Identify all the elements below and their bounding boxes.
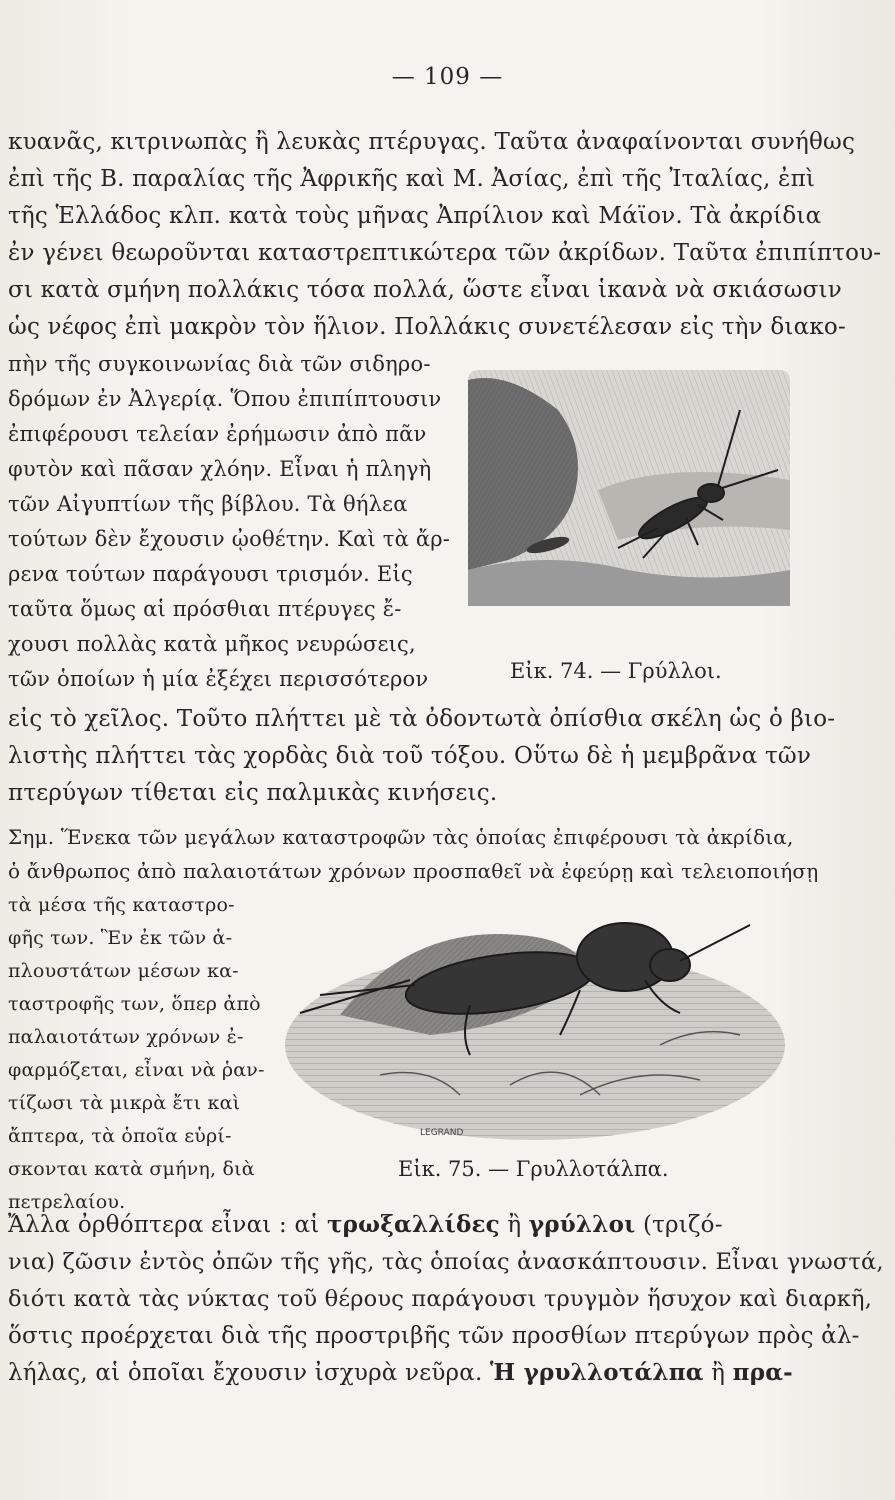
text-span: ἢ bbox=[703, 1360, 733, 1386]
figure-crickets-image bbox=[468, 370, 790, 606]
text-line: τῶν Αἰγυπτίων τῆς βίβλου. Τὰ θήλεα bbox=[8, 492, 408, 516]
text-line: ὅστις προέρχεται διὰ τῆς προστριβῆς τῶν προσθίων πτερύγων πρὸς ἀλ- bbox=[8, 1323, 860, 1349]
text-line: ὡς νέφος ἐπὶ μακρὸν τὸν ἥλιον. Πολλάκις συνετέλεσαν εἰς τὴν διακο- bbox=[8, 314, 846, 340]
text-line: διότι κατὰ τὰς νύκτας τοῦ θέρους παράγουσι τρυγμὸν ἥσυχον καὶ διαρκῆ, bbox=[8, 1286, 873, 1312]
note-line: πετρελαίου. bbox=[8, 1191, 126, 1213]
note-line: ὁ ἄνθρωπος ἀπὸ παλαιοτάτων χρόνων προσπαθεῖ νὰ ἐφεύρῃ καὶ τελειοποιήσῃ bbox=[8, 859, 819, 883]
note-line: ταστροφῆς των, ὅπερ ἀπὸ bbox=[8, 993, 261, 1015]
note-line: τίζωσι τὰ μικρὰ ἔτι καὶ bbox=[8, 1092, 241, 1114]
text-line: τούτων δὲν ἔχουσιν ᾠοθέτην. Καὶ τὰ ἄρ- bbox=[8, 527, 451, 551]
note-line: ἄπτερα, τὰ ὁποῖα εὑρί- bbox=[8, 1125, 232, 1147]
text-line bbox=[8, 1358, 793, 1388]
text-span: λήλας, αἱ ὁποῖαι ἔχουσιν ἰσχυρὰ νεῦρα. bbox=[8, 1360, 490, 1386]
note-line: παλαιοτάτων χρόνων ἐ- bbox=[8, 1026, 244, 1048]
text-line: νια) ζῶσιν ἐντὸς ὀπῶν τῆς γῆς, τὰς ὁποίας ἀνασκάπτουσιν. Εἶναι γνωστά, bbox=[8, 1249, 884, 1275]
note-line: φῆς των. Ἓν ἐκ τῶν ἁ- bbox=[8, 927, 233, 949]
text-line: κυανᾶς, κιτρινωπὰς ἢ λευκὰς πτέρυγας. Ταῦτα ἀναφαίνονται συνήθως bbox=[8, 129, 856, 155]
text-line: ρενα τούτων παράγουσι τρισμόν. Εἰς bbox=[8, 562, 413, 586]
note-line: Σημ. Ἕνεκα τῶν μεγάλων καταστροφῶν τὰς ὁποίας ἐπιφέρουσι τὰ ἀκρίδια, bbox=[8, 825, 794, 849]
text-line: δρόμων ἐν Ἀλγερίᾳ. Ὅπου ἐπιπίπτουσιν bbox=[8, 387, 442, 411]
note-line: φαρμόζεται, εἶναι νὰ ῥαν- bbox=[8, 1059, 265, 1081]
note-line: σκονται κατὰ σμήνη, διὰ bbox=[8, 1158, 255, 1180]
text-line: τῶν ὁποίων ἡ μία ἐξέχει περισσότερον bbox=[8, 667, 429, 691]
text-line: πὴν τῆς συγκοινωνίας διὰ τῶν σιδηρο- bbox=[8, 352, 431, 376]
text-line: ταῦτα ὅμως αἱ πρόσθιαι πτέρυγες ἔ- bbox=[8, 597, 402, 621]
text-span: ἢ bbox=[499, 1212, 529, 1238]
text-line: εἰς τὸ χεῖλος. Τοῦτο πλήττει μὲ τὰ ὀδοντωτὰ ὀπίσθια σκέλη ὡς ὁ βιο- bbox=[8, 706, 836, 732]
text-line: ἐπιφέρουσι τελείαν ἐρήμωσιν ἀπὸ πᾶν bbox=[8, 422, 427, 446]
text-span: (τριζό- bbox=[635, 1212, 723, 1238]
text-line: φυτὸν καὶ πᾶσαν χλόην. Εἶναι ἡ πληγὴ bbox=[8, 457, 432, 481]
text-line: τῆς Ἑλλάδος κλπ. κατὰ τοὺς μῆνας Ἀπρίλιον καὶ Μάϊον. Τὰ ἀκρίδια bbox=[8, 203, 822, 229]
figure-75-caption: Εἰκ. 75. — Γρυλλοτάλπα. bbox=[398, 1157, 669, 1181]
engraving-signature: LEGRAND bbox=[420, 1128, 464, 1138]
note-line: πλουστάτων μέσων κα- bbox=[8, 960, 239, 982]
text-line: ἐπὶ τῆς Β. παραλίας τῆς Ἀφρικῆς καὶ Μ. Ἀσίας, ἐπὶ τῆς Ἰταλίας, ἐπὶ bbox=[8, 166, 816, 192]
text-span: Ἄλλα ὀρθόπτερα εἶναι : αἱ bbox=[8, 1212, 327, 1238]
page-number: — 109 — bbox=[391, 64, 504, 90]
term-bold: Ἡ γρυλλοτάλπα bbox=[490, 1359, 704, 1386]
text-line bbox=[8, 1210, 723, 1240]
figure-mole-cricket-image bbox=[280, 895, 790, 1150]
text-line: λιστὴς πλήττει τὰς χορδὰς διὰ τοῦ τόξου. Οὕτω δὲ ἡ μεμβρᾶνα τῶν bbox=[8, 743, 812, 769]
note-line: τὰ μέσα τῆς καταστρο- bbox=[8, 894, 235, 916]
term-bold: τρωξαλλίδες bbox=[326, 1211, 500, 1238]
text-line: χουσι πολλὰς κατὰ μῆκος νευρώσεις, bbox=[8, 632, 416, 656]
term-bold: γρύλλοι bbox=[528, 1211, 636, 1238]
term-bold: πρα- bbox=[732, 1359, 793, 1386]
text-line: πτερύγων τίθεται εἰς παλμικὰς κινήσεις. bbox=[8, 780, 498, 806]
text-line: σι κατὰ σμήνη πολλάκις τόσα πολλά, ὥστε εἶναι ἱκανὰ νὰ σκιάσωσιν bbox=[8, 277, 842, 303]
figure-74-caption: Εἰκ. 74. — Γρύλλοι. bbox=[510, 659, 722, 683]
text-line: ἐν γένει θεωροῦνται καταστρεπτικώτερα τῶν ἀκρίδων. Ταῦτα ἐπιπίπτου- bbox=[8, 240, 882, 266]
